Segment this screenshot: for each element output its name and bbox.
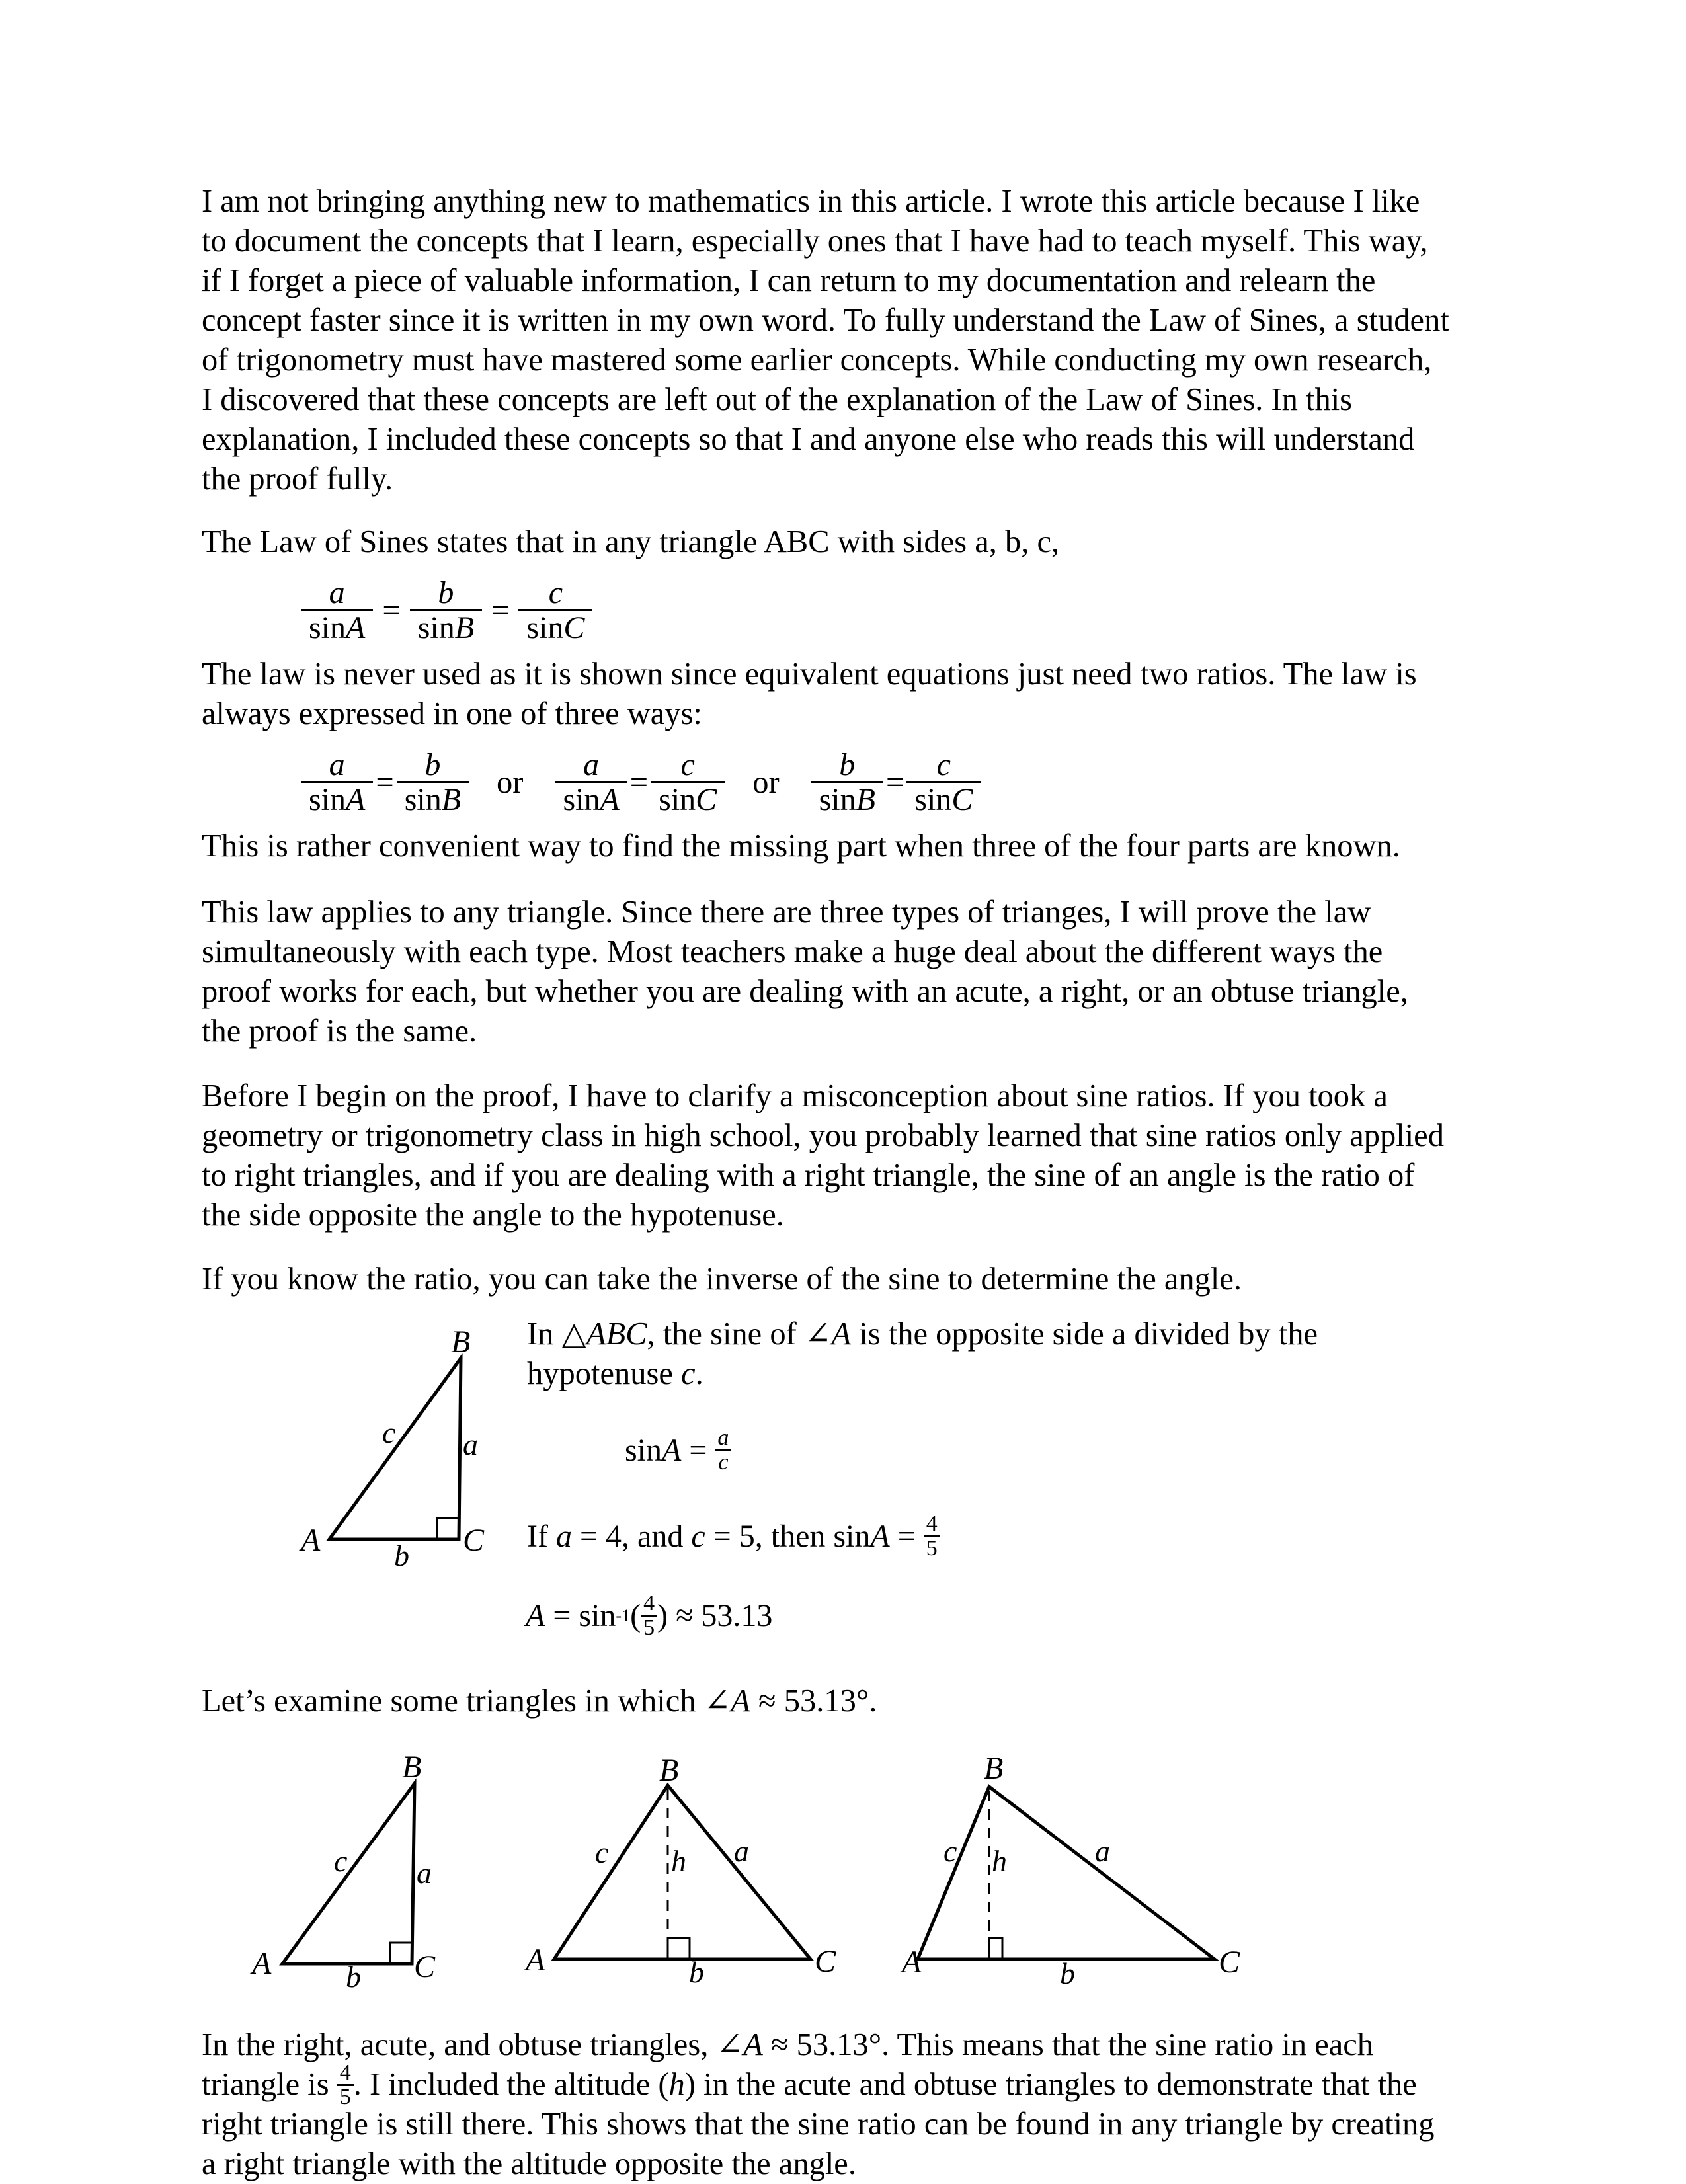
triangle-symbol-icon: △ <box>561 1316 586 1352</box>
svg-text:b: b <box>1060 1957 1075 1990</box>
text-line: proof works for each, but whether you are dealing with an acute, a right, or an obtuse triangle, <box>202 974 1408 1009</box>
text-line: In the right, acute, and obtuse triangles, ∠A ≈ 53.13°. This means that the sine ratio in each <box>202 2027 1374 2062</box>
svg-text:A: A <box>902 1945 922 1980</box>
text-line: This law applies to any triangle. Since there are three types of trianges, I will prove the law <box>202 895 1371 930</box>
vertex-label-a: A <box>301 1523 321 1558</box>
text-line: I am not bringing anything new to mathematics in this article. I wrote this article because I like <box>202 184 1420 219</box>
svg-text:B: B <box>984 1751 1004 1786</box>
svg-text:a: a <box>1095 1834 1110 1868</box>
three-ways-formula <box>301 749 981 816</box>
equals-sign: = <box>382 593 401 628</box>
equals-sign: = <box>885 765 904 800</box>
svg-text:b: b <box>346 1960 361 1994</box>
given-values-line: If a = 4, and c = 5, then sin A = $\frac{4}{5}$ <box>527 1513 940 1560</box>
fraction: $\frac{a}{\sin A}$ <box>555 749 627 816</box>
text-line: Before I begin on the proof, I have to clarify a misconception about sine ratios. If you took a <box>202 1078 1388 1113</box>
equals-sign: = <box>376 765 394 800</box>
text-line: explanation, I included these concepts so that I and anyone else who reads this will understand <box>202 422 1415 457</box>
or-label: or <box>497 765 524 800</box>
examine-line <box>202 1681 1524 1721</box>
fraction: $\frac{4}{5}$ <box>924 1513 940 1560</box>
text-line: triangle is $\frac{4}{5}$ . I included the altitude ( h ) in the acute and obtuse triangles to demonstrate that the <box>202 2060 1417 2109</box>
text-line: Let’s examine some triangles in which ∠A ≈ 53.13°. <box>202 1683 877 1719</box>
angle-symbol-icon: ∠ <box>804 1316 832 1352</box>
text-line: a right triangle with the altitude opposite the angle. <box>202 2146 856 2181</box>
denominator: sinA <box>301 609 373 644</box>
text-line: of trigonometry must have mastered some earlier concepts. While conducting my own research, <box>202 343 1432 378</box>
law-usage-paragraph <box>202 655 1524 734</box>
svg-text:a: a <box>417 1856 432 1890</box>
svg-text:A: A <box>526 1943 545 1978</box>
svg-text:C: C <box>414 1949 436 1984</box>
text-line: hypotenuse c. <box>527 1356 703 1391</box>
text-line: to right triangles, and if you are dealing with a right triangle, the sine of an angle is the ratio of <box>202 1158 1415 1193</box>
fraction: $\frac{b}{\sin B}$ <box>811 749 883 816</box>
numerator: b <box>438 575 454 610</box>
vertex-label-c: C <box>463 1523 485 1558</box>
text-line: The Law of Sines states that in any triangle ABC with sides a, b, c, <box>202 524 1060 559</box>
numerator: c <box>548 575 563 610</box>
text-line: the proof is the same. <box>202 1014 477 1049</box>
svg-text:c: c <box>943 1834 957 1868</box>
fraction: $\frac{b}{\sin B}$ <box>397 749 469 816</box>
angle-symbol-icon: ∠ <box>703 1683 731 1719</box>
fraction: $\frac{a}{\sin A}$ <box>301 749 373 816</box>
svg-text:h: h <box>671 1844 686 1878</box>
svg-text:A: A <box>252 1946 272 1981</box>
inverse-intro-paragraph <box>202 1260 1524 1299</box>
text-line: In △ABC, the sine of ∠A is the opposite side a divided by the <box>527 1316 1318 1352</box>
fraction: $\frac{c}{\sin C}$ <box>651 749 725 816</box>
inverse-sine-line: A = sin -1 ( $\frac{4}{5}$ ) ≈ 53.13 <box>526 1591 773 1640</box>
vertex-label-b: B <box>451 1324 471 1359</box>
text-line: always expressed in one of three ways: <box>202 696 702 731</box>
text-line: This is rather convenient way to find the missing part when three of the four parts are known. <box>202 829 1400 864</box>
text-line: to document the concepts that I learn, especially ones that I have had to teach myself. This way, <box>202 223 1428 259</box>
text-line: If you know the ratio, you can take the inverse of the sine to determine the angle. <box>202 1262 1242 1297</box>
text-line: the side opposite the angle to the hypotenuse. <box>202 1197 784 1233</box>
misconception-paragraph <box>202 1076 1524 1235</box>
svg-text:c: c <box>595 1836 609 1869</box>
fraction: $\frac{4}{5}$ <box>337 2062 354 2109</box>
example-explanation <box>527 1314 1453 1394</box>
or-label: or <box>752 765 780 800</box>
sine-definition-formula: sin A = $\frac{a}{c}$ <box>625 1427 731 1474</box>
fraction <box>518 577 592 644</box>
svg-text:a: a <box>734 1834 749 1868</box>
fraction: $\frac{c}{\sin C}$ <box>906 749 981 816</box>
svg-text:C: C <box>1219 1945 1240 1980</box>
law-statement <box>202 522 1524 562</box>
angle-symbol-icon: ∠ <box>716 2027 744 2062</box>
fraction: $\frac{a}{c}$ <box>715 1427 731 1474</box>
law-of-sines-formula <box>301 577 592 644</box>
fraction: $\frac{4}{5}$ <box>641 1592 657 1639</box>
acute-triangle <box>524 1753 836 1989</box>
side-label-a: a <box>463 1428 478 1461</box>
svg-text:c: c <box>334 1844 348 1878</box>
svg-text:h: h <box>992 1844 1007 1878</box>
example-right-triangle-diagram <box>278 1316 496 1567</box>
equals-sign: = <box>629 765 649 800</box>
text-line: geometry or trigonometry class in high school, you probably learned that sine ratios only applied <box>202 1118 1444 1153</box>
text-line: I discovered that these concepts are left out of the explanation of the Law of Sines. In this <box>202 382 1353 417</box>
side-label-c: c <box>382 1416 396 1449</box>
convenient-paragraph <box>202 827 1524 866</box>
svg-text:C: C <box>815 1944 836 1979</box>
obtuse-triangle <box>900 1751 1240 1990</box>
svg-text:b: b <box>689 1955 704 1989</box>
equals-sign: = <box>491 593 510 628</box>
applies-paragraph <box>202 893 1524 1051</box>
denominator: sinC <box>518 609 592 644</box>
text-line: simultaneously with each type. Most teachers make a huge deal about the different ways the <box>202 934 1383 969</box>
denominator: sinB <box>410 609 482 644</box>
text-line: if I forget a piece of valuable information, I can return to my documentation and relearn the <box>202 263 1376 298</box>
intro-paragraph <box>202 182 1524 499</box>
fraction <box>410 577 482 644</box>
fraction <box>301 577 373 644</box>
conclusion-paragraph <box>202 2025 1524 2184</box>
text-line: the proof fully. <box>202 462 393 497</box>
svg-text:B: B <box>402 1750 422 1785</box>
text-line: The law is never used as it is shown since equivalent equations just need two ratios. The law is <box>202 657 1417 692</box>
text-line: right triangle is still there. This shows that the sine ratio can be found in any triangle by creating <box>202 2107 1435 2142</box>
right-triangle <box>250 1750 436 1994</box>
text-line: concept faster since it is written in my own word. To fully understand the Law of Sines, a student <box>202 303 1449 338</box>
svg-text:B: B <box>659 1753 679 1788</box>
numerator: a <box>329 575 345 610</box>
side-label-b: b <box>394 1539 409 1567</box>
three-triangles-diagram <box>225 1746 1481 1997</box>
